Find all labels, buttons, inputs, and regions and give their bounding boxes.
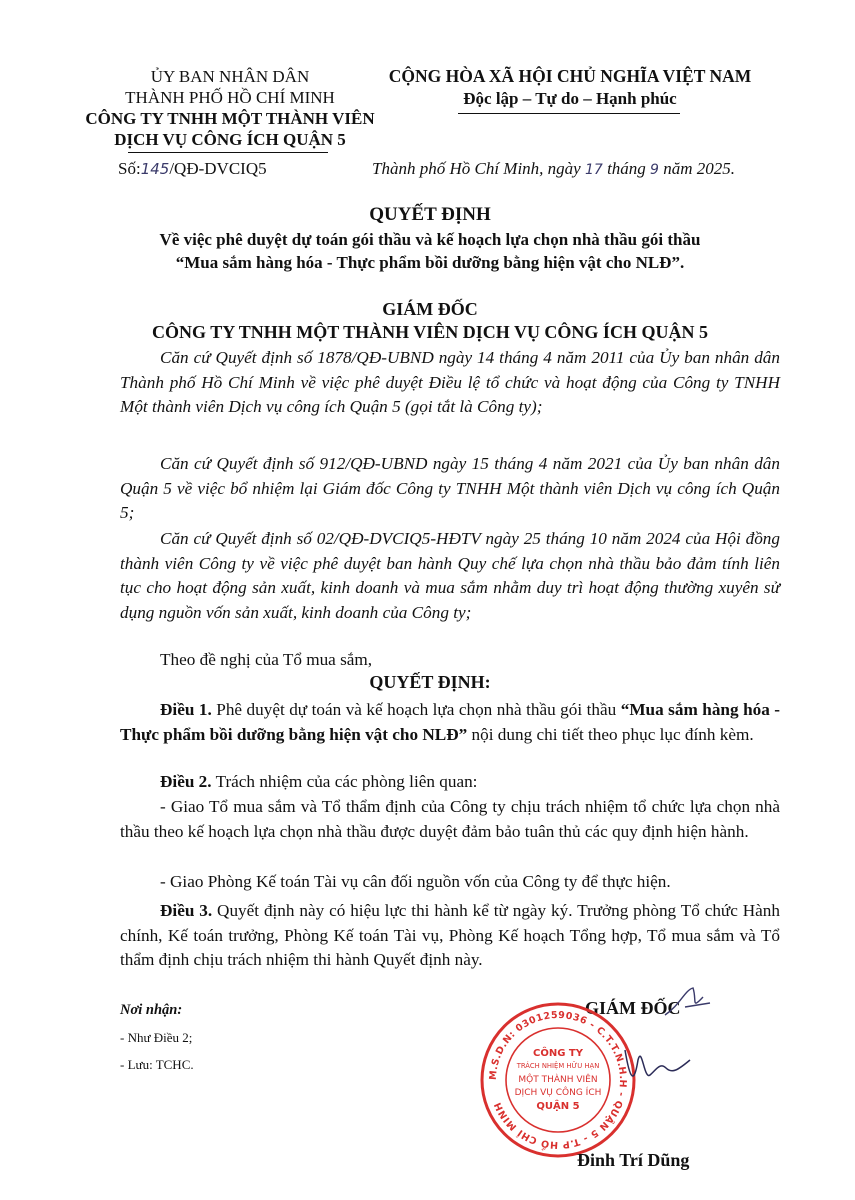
handwritten-number: 145	[140, 160, 170, 178]
agency-line-2: THÀNH PHỐ HỒ CHÍ MINH	[125, 88, 335, 107]
motto-underline	[458, 113, 680, 114]
article-1: Điều 1. Phê duyệt dự toán và kế hoạch lựa chọn nhà thầu gói thầu “Mua sắm hàng hóa - Thực phẩm bồi dưỡng bằng hiện vật cho NLĐ” nội dung chi tiết theo phục lục đính kèm.	[120, 700, 781, 744]
stamp-line-5: QUẬN 5	[536, 1101, 580, 1112]
signature-title: GIÁM ĐỐC	[585, 998, 681, 1018]
recipients-heading: Nơi nhận:	[120, 1002, 183, 1018]
article-3: Điều 3. Quyết định này có hiệu lực thi hành kể từ ngày ký. Trưởng phòng Tổ chức Hành chính, Kế toán trưởng, Phòng Kế toán Tài vụ, Phòng Kế hoạch Tổng hợp, Tổ mua sắm và Tổ thẩm định chịu trách nhiệm thi hành Quyết định này.	[120, 901, 780, 969]
signer-name: Đinh Trí Dũng	[577, 1150, 690, 1170]
stamp-line-2: TRÁCH NHIỆM HỮU HẠN	[516, 1062, 600, 1070]
stamp-line-1: CÔNG TY	[533, 1048, 583, 1059]
agency-divider	[128, 152, 328, 153]
basis-paragraph-3: Căn cứ Quyết định số 02/QĐ-DVCIQ5-HĐTV ngày 25 tháng 10 năm 2024 của Hội đồng thành viên Công ty về việc phê duyệt ban hành Quy chế lựa chọn nhà thầu bảo đảm tính liên tục cho hoạt động sản xuất, kinh doanh và mua sắm nhằm duy trì hoạt động thường xuyên sử dụng nguồn vốn sản xuất, kinh doanh của Công ty;	[120, 529, 780, 622]
document-subtitle: Về việc phê duyệt dự toán gói thầu và kế hoạch lựa chọn nhà thầu gói thầu “Mua sắm hàng hóa - Thực phẩm bồi dưỡng bằng hiện vật cho NLĐ”.	[159, 230, 701, 272]
initial-scribble	[655, 985, 715, 1020]
document-number: Số:145/QĐ-DVCIQ5	[118, 159, 267, 178]
article-2-item-2: - Giao Phòng Kế toán Tài vụ cân đối nguồn vốn của Công ty để thực hiện.	[160, 872, 671, 891]
issuing-authority: GIÁM ĐỐC CÔNG TY TNHH MỘT THÀNH VIÊN DỊCH VỤ CÔNG ÍCH QUẬN 5	[152, 299, 708, 342]
recipients	[120, 1000, 194, 1075]
company-stamp	[478, 1000, 638, 1160]
company-line-1: CÔNG TY TNHH MỘT THÀNH VIÊN	[85, 109, 375, 128]
decision-heading: QUYẾT ĐỊNH:	[369, 672, 491, 692]
signature-icon	[620, 1040, 700, 1100]
stamp-line-4: DỊCH VỤ CÔNG ÍCH	[514, 1088, 602, 1098]
handwritten-day: 17	[584, 162, 603, 178]
proposal-line: Theo đề nghị của Tổ mua sắm,	[160, 650, 373, 669]
agency-line-1: ỦY BAN NHÂN DÂN	[150, 67, 310, 86]
stamp-ring-text: M.S.D.N: 0301259036 - C.T.T.N.H.H - QUẬN 5 - T.P HỒ CHÍ MINH	[487, 1009, 629, 1151]
recipient-item: - Lưu: TCHC.	[120, 1057, 194, 1072]
agency-header	[70, 66, 390, 150]
stamp-line-3: MỘT THÀNH VIÊN	[518, 1075, 598, 1085]
nation-title: CỘNG HÒA XÃ HỘI CHỦ NGHĨA VIỆT NAM	[388, 66, 752, 86]
nation-motto: Độc lập – Tự do – Hạnh phúc	[463, 89, 677, 108]
basis-paragraph-2: Căn cứ Quyết định số 912/QĐ-UBND ngày 15 tháng 4 năm 2021 của Ủy ban nhân dân Quận 5 về việc bổ nhiệm lại Giám đốc Công ty TNHH Một thành viên Dịch vụ công ích Quận 5;	[120, 454, 780, 522]
recipient-item: - Như Điều 2;	[120, 1030, 193, 1045]
document-date: Thành phố Hồ Chí Minh, ngày 17 tháng 9 năm 2025.	[372, 159, 735, 178]
document-title: QUYẾT ĐỊNH	[369, 204, 491, 225]
handwritten-month: 9	[650, 162, 659, 178]
article-2: Điều 2. Trách nhiệm của các phòng liên quan:	[160, 772, 478, 791]
basis-paragraph-1: Căn cứ Quyết định số 1878/QĐ-UBND ngày 14 tháng 4 năm 2011 của Ủy ban nhân dân Thành phố Hồ Chí Minh về việc phê duyệt Điều lệ tổ chức và hoạt động của Công ty TNHH Một thành viên Dịch vụ công ích Quận 5 (gọi tắt là Công ty);	[120, 348, 780, 416]
article-2-item-1: - Giao Tổ mua sắm và Tổ thẩm định của Công ty chịu trách nhiệm tổ chức lựa chọn nhà thầu theo kế hoạch lựa chọn nhà thầu được duyệt đảm bảo tuân thủ các quy định hiện hành.	[120, 797, 780, 841]
company-line-2: DỊCH VỤ CÔNG ÍCH QUẬN 5	[114, 130, 346, 149]
